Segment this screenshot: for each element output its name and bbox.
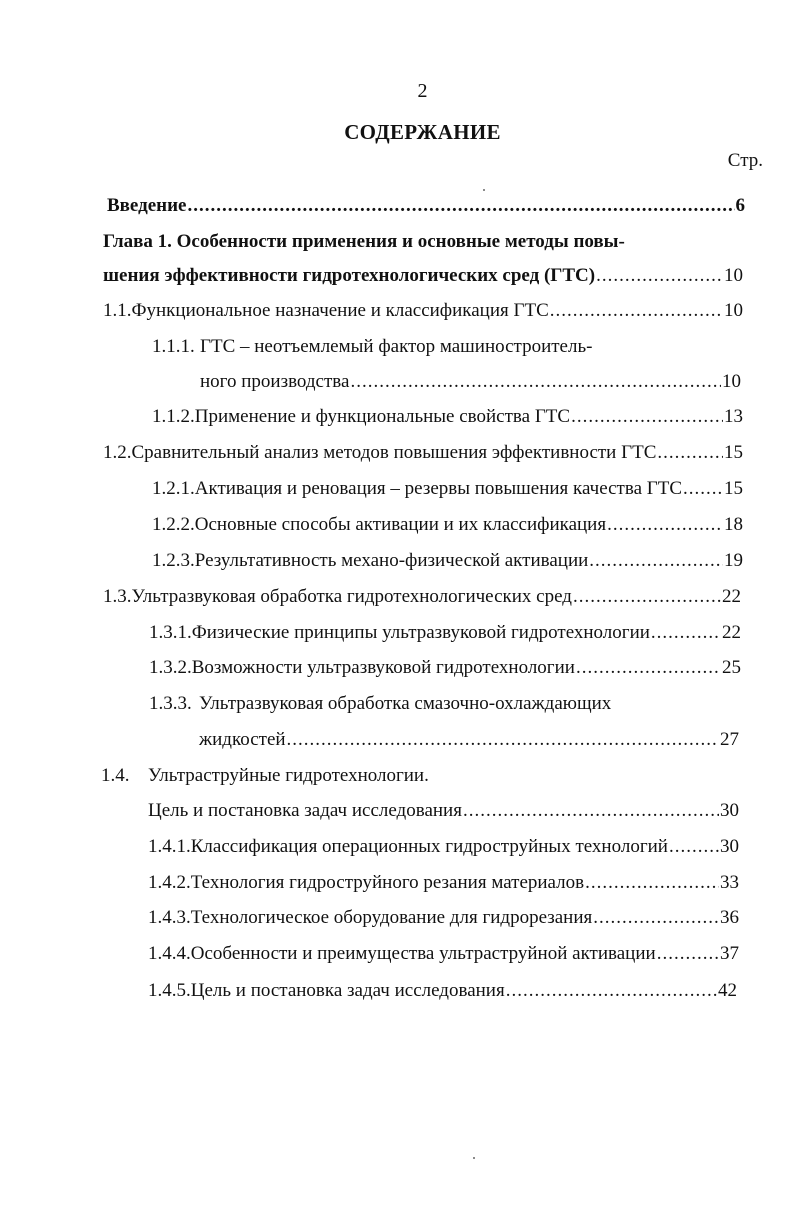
toc-entry-1-4[interactable] [101, 764, 429, 788]
toc-entry-page: 10 [722, 371, 741, 392]
toc-entry-1-4-2[interactable] [148, 871, 739, 895]
toc-entry-page: 6 [735, 195, 745, 216]
toc-entry-number: 1.3.1. [149, 622, 192, 643]
toc-entry-1-2-2[interactable] [152, 513, 743, 537]
toc-entry-page: 30 [720, 836, 739, 857]
toc-entry-page: 37 [720, 943, 739, 964]
toc-entry-text: Результативность механо-физической активации [194, 550, 589, 571]
leader-dots [550, 299, 723, 323]
toc-entry-number: 1.3.3. [149, 693, 192, 714]
toc-entry-number: 1.3.2. [149, 657, 192, 678]
toc-entry-page: 19 [724, 550, 743, 571]
toc-entry-text: Цель и постановка задач исследования [148, 800, 462, 821]
toc-entry-text: шения эффективности гидротехнологических сред (ГТС) [103, 265, 596, 286]
leader-dots [596, 264, 723, 288]
toc-entry-1-4-1[interactable] [148, 835, 739, 859]
toc-entry-number: 1.4.4. [148, 943, 191, 964]
leader-dots [657, 441, 723, 465]
toc-entry-text: Цель и постановка задач исследования [190, 980, 505, 1001]
toc-entry-text: Активация и реновация – резервы повышения качества ГТС [194, 478, 683, 499]
toc-entry-text: Ультразвуковая обработка гидротехнологических сред [131, 586, 572, 607]
scan-speck [483, 189, 485, 191]
page-number: 2 [417, 80, 428, 102]
scan-speck [473, 1157, 475, 1159]
leader-dots [576, 656, 721, 680]
leader-dots [188, 194, 735, 218]
toc-entry-number: 1.1.2. [152, 406, 195, 427]
leader-dots [683, 477, 723, 501]
toc-entry-text: ного производства [200, 371, 350, 392]
toc-entry-page: 10 [724, 265, 743, 286]
toc-entry-1-4-continued[interactable] [148, 799, 739, 823]
leader-dots [463, 799, 719, 823]
toc-entry-number: 1.4.1. [148, 836, 191, 857]
toc-entry-number: 1.4.3. [148, 907, 191, 928]
leader-dots [585, 871, 719, 895]
toc-entry-page: 22 [722, 622, 741, 643]
toc-entry-page: 33 [720, 872, 739, 893]
toc-entry-number: 1.2. [103, 442, 132, 463]
toc-entry-text: Глава 1. Особенности применения и основные методы повы- [103, 231, 625, 252]
toc-entry-page: 27 [720, 729, 739, 750]
toc-entry-1-3-1[interactable] [149, 621, 741, 645]
toc-entry-1-3[interactable] [103, 585, 741, 609]
toc-entry-text: Физические принципы ультразвуковой гидротехнологии [191, 622, 650, 643]
toc-entry-number: 1.4.2. [148, 872, 191, 893]
toc-entry-number: 1.2.3. [152, 550, 195, 571]
toc-entry-chapter-1-continued[interactable] [103, 264, 743, 288]
leader-dots [506, 979, 717, 1003]
toc-entry-text: Особенности и преимущества ультраструйной активации [190, 943, 656, 964]
toc-entry-text: Классификация операционных гидроструйных технологий [190, 836, 668, 857]
toc-entry-text: Возможности ультразвуковой гидротехнологии [191, 657, 575, 678]
toc-entry-page: 13 [724, 406, 743, 427]
leader-dots [589, 549, 723, 573]
toc-entry-page: 10 [724, 300, 743, 321]
toc-entry-1-3-3-continued[interactable] [199, 728, 739, 752]
toc-entry-text: Применение и функциональные свойства ГТС [194, 406, 571, 427]
toc-entry-1-1-1[interactable] [152, 335, 592, 359]
toc-entry-1-2[interactable] [103, 441, 743, 465]
toc-entry-page: 30 [720, 800, 739, 821]
toc-entry-page: 36 [720, 907, 739, 928]
toc-entry-number: 1.4. [101, 765, 130, 786]
page-column-label: Стр. [727, 150, 763, 171]
toc-entry-page: 25 [722, 657, 741, 678]
toc-entry-1-4-3[interactable] [148, 906, 739, 930]
toc-entry-text: ГТС – неотъемлемый фактор машиностроитель- [200, 336, 593, 357]
toc-entry-number: 1.4.5. [148, 980, 191, 1001]
toc-entry-1-4-4[interactable] [148, 942, 739, 966]
leader-dots [287, 728, 719, 752]
toc-entry-number: 1.1.1. [152, 336, 195, 357]
toc-entry-number: 1.2.1. [152, 478, 195, 499]
toc-entry-page: 18 [724, 514, 743, 535]
toc-entry-text: Функциональное назначение и классификация ГТС [131, 300, 549, 321]
toc-entry-1-2-3[interactable] [152, 549, 743, 573]
toc-entry-number: 1.2.2. [152, 514, 195, 535]
toc-entry-text: Основные способы активации и их классификация [194, 514, 607, 535]
toc-entry-1-1[interactable] [103, 299, 743, 323]
toc-entry-page: 15 [724, 442, 743, 463]
toc-entry-text: Технологическое оборудование для гидрорезания [190, 907, 593, 928]
toc-entry-text: Технология гидроструйного резания материалов [190, 872, 585, 893]
toc-entry-chapter-1[interactable] [103, 230, 625, 254]
leader-dots [607, 513, 723, 537]
toc-entry-1-1-1-continued[interactable] [200, 370, 741, 394]
toc-entry-page: 15 [724, 478, 743, 499]
toc-entry-1-1-2[interactable] [152, 405, 743, 429]
toc-entry-text: Ультраструйные гидротехнологии. [148, 765, 429, 786]
leader-dots [651, 621, 721, 645]
toc-entry-text: Ультразвуковая обработка смазочно-охлаждающих [199, 693, 612, 714]
page-title: СОДЕРЖАНИЕ [344, 120, 501, 144]
toc-entry-1-3-3[interactable] [149, 692, 611, 716]
leader-dots [350, 370, 721, 394]
toc-entry-text: Сравнительный анализ методов повышения эффективности ГТС [131, 442, 657, 463]
toc-entry-text: Введение [107, 195, 187, 216]
toc-entry-1-3-2[interactable] [149, 656, 741, 680]
leader-dots [593, 906, 719, 930]
toc-entry-number: 1.1. [103, 300, 132, 321]
toc-entry-text: жидкостей [199, 729, 286, 750]
leader-dots [571, 405, 723, 429]
toc-entry-introduction[interactable] [107, 194, 745, 218]
toc-entry-number: 1.3. [103, 586, 132, 607]
leader-dots [657, 942, 719, 966]
toc-entry-1-2-1[interactable] [152, 477, 743, 501]
toc-entry-1-4-5[interactable] [148, 979, 737, 1003]
toc-entry-page: 22 [722, 586, 741, 607]
toc-entry-page: 42 [718, 980, 737, 1001]
leader-dots [669, 835, 719, 859]
leader-dots [573, 585, 721, 609]
